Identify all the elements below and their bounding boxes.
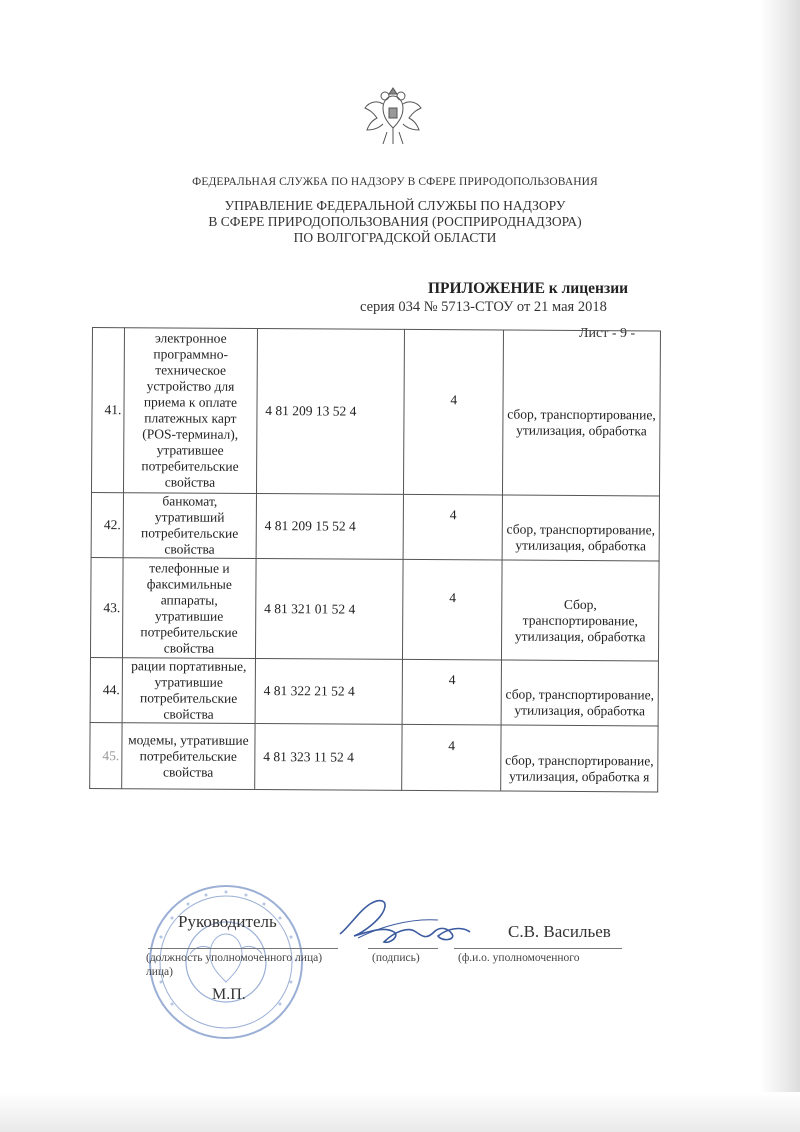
activity-types: сбор, транспортирование, утилизация, обработка bbox=[502, 495, 659, 561]
table-row bbox=[90, 722, 658, 791]
row-number: 44. bbox=[90, 657, 122, 722]
coat-of-arms-emblem bbox=[362, 82, 424, 152]
signatory-position: Руководитель bbox=[178, 912, 277, 931]
table-row bbox=[90, 657, 658, 725]
signature-line bbox=[368, 948, 438, 949]
annex-title: ПРИЛОЖЕНИЕ к лицензии bbox=[428, 280, 629, 297]
regional-office-title bbox=[0, 198, 790, 246]
hazard-class: 4 bbox=[404, 329, 504, 495]
activity-types: сбор, транспортирование, утилизация, обработка я bbox=[501, 725, 658, 792]
waste-code: 4 81 321 01 52 4 bbox=[255, 559, 403, 660]
activity-types: Сбор, транспортирование, утилизация, обработка bbox=[502, 560, 660, 661]
sheet-number: Лист - 9 - bbox=[579, 326, 636, 341]
waste-name: банкомат, утративший потребительские свойства bbox=[123, 493, 256, 559]
signatory-name: С.В. Васильев bbox=[508, 922, 611, 941]
license-series: серия 034 № 5713-СТОУ от 21 мая 2018 bbox=[360, 299, 607, 315]
waste-code: 4 81 209 15 52 4 bbox=[256, 494, 404, 560]
waste-code: 4 81 209 13 52 4 bbox=[256, 329, 405, 495]
hazard-class: 4 bbox=[402, 724, 501, 791]
table-row bbox=[91, 328, 660, 496]
activity-types: сбор, транспортирование, утилизация, обработка bbox=[501, 660, 658, 726]
waste-code: 4 81 323 11 52 4 bbox=[255, 724, 403, 791]
hazard-class: 4 bbox=[403, 559, 502, 660]
waste-code: 4 81 322 21 52 4 bbox=[255, 659, 403, 725]
hazard-class: 4 bbox=[403, 494, 502, 560]
waste-table bbox=[89, 327, 661, 792]
row-number: 41. bbox=[91, 328, 124, 493]
position-caption-2: лица) bbox=[146, 966, 173, 978]
page-bottom-shadow bbox=[0, 1092, 800, 1132]
waste-name: рации портативные, утратившие потребительские свойства bbox=[122, 658, 255, 724]
activity-types: сбор, транспортирование, утилизация, обработка bbox=[503, 330, 661, 496]
page-edge-shadow bbox=[760, 0, 800, 1132]
position-caption: (должность уполномоченного лица) bbox=[146, 952, 323, 964]
office-line-3: ПО ВОЛГОГРАДСКОЙ ОБЛАСТИ bbox=[293, 230, 497, 245]
row-number: 42. bbox=[91, 492, 123, 557]
waste-name: электронное программно-техническое устройство для приема к оплате платежных карт (POS-терминал), утратившее потребительские свойства bbox=[123, 328, 257, 494]
waste-name: телефонные и факсимильные аппараты, утратившие потребительские свойства bbox=[122, 558, 255, 659]
federal-service-title: ФЕДЕРАЛЬНАЯ СЛУЖБА ПО НАДЗОРУ В СФЕРЕ ПРИРОДОПОЛЬЗОВАНИЯ bbox=[192, 176, 598, 188]
hazard-class: 4 bbox=[402, 659, 501, 725]
row-number: 45. bbox=[90, 722, 122, 788]
office-line-2: В СФЕРЕ ПРИРОДОПОЛЬЗОВАНИЯ (РОСПРИРОДНАДЗОРА) bbox=[208, 214, 582, 229]
table-row bbox=[91, 492, 659, 560]
office-line-1: УПРАВЛЕНИЕ ФЕДЕРАЛЬНОЙ СЛУЖБЫ ПО НАДЗОРУ bbox=[224, 198, 566, 213]
table-row bbox=[90, 557, 659, 660]
handwritten-signature bbox=[330, 890, 500, 950]
row-number: 43. bbox=[90, 557, 123, 657]
name-caption: (ф.и.о. уполномоченного bbox=[458, 952, 580, 964]
waste-name: модемы, утратившие потребительские свойства bbox=[122, 723, 255, 790]
position-line bbox=[148, 948, 338, 949]
name-line bbox=[454, 948, 622, 949]
signature-caption: (подпись) bbox=[372, 952, 420, 964]
stamp-place-mark: М.П. bbox=[212, 986, 246, 1003]
